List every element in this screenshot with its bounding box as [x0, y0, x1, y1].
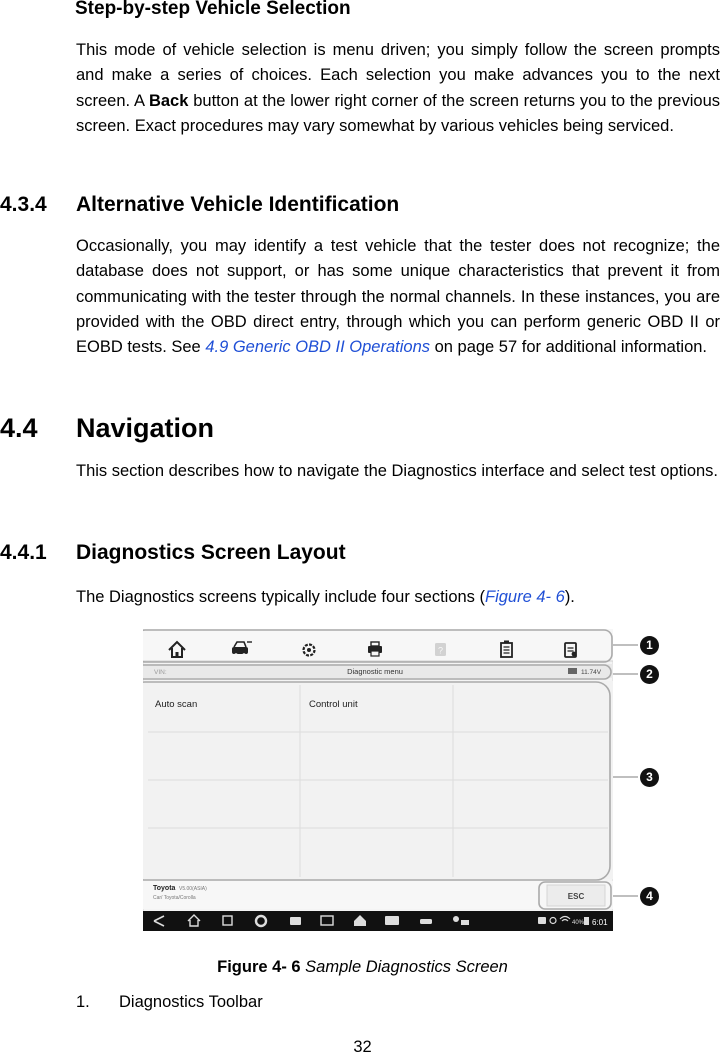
list-item-text: Diagnostics Toolbar [119, 993, 263, 1011]
software-version: V5.00(ASIA) [179, 886, 207, 892]
help-icon[interactable] [435, 643, 446, 656]
figure-caption-text: Sample Diagnostics Screen [305, 958, 508, 976]
svg-text:?: ? [437, 645, 444, 656]
diagnostics-screen-figure [143, 629, 613, 931]
battery-voltage-icon [568, 668, 577, 674]
figure-caption [0, 958, 725, 977]
menu-title: Diagnostic menu [347, 667, 403, 676]
section-number: 4.4.1 [0, 541, 47, 564]
callout-2: 2 [640, 665, 659, 684]
remote-icon[interactable] [453, 916, 459, 922]
list-item [76, 993, 263, 1012]
back-keyword: Back [148, 91, 189, 110]
section-title: Alternative Vehicle Identification [76, 193, 400, 216]
battery-percent: 40% [572, 920, 585, 926]
callout-3: 3 [640, 768, 659, 787]
section-heading-4-3-4 [0, 193, 725, 221]
layout-paragraph: The Diagnostics screens typically include four sections (Figure 4- 6). [76, 588, 575, 606]
vehicle-icon[interactable] [420, 919, 432, 924]
section-heading-4-4 [0, 413, 725, 447]
step-heading: Step-by-step Vehicle Selection [75, 0, 351, 19]
function-buttons-bar [143, 881, 613, 909]
section-number: 4.3.4 [0, 193, 47, 216]
section-title: Diagnostics Screen Layout [76, 541, 346, 564]
camera-icon[interactable] [290, 917, 301, 925]
vehicle-path: Car/ Toyota/Corolla [153, 895, 196, 901]
vin-label: VIN: [154, 669, 167, 676]
callout-leaders [613, 629, 643, 931]
figure-caption-label: Figure 4- 6 [217, 958, 301, 976]
notification-icon [538, 917, 546, 924]
section-heading-4-4-1 [0, 541, 725, 569]
nav-paragraph: This section describes how to navigate the Diagnostics interface and select test options. [76, 462, 719, 480]
page-number: 32 [353, 1038, 372, 1056]
step-paragraph: This mode of vehicle selection is menu driven; you simply follow the screen prompts and make a series of choices. Each selection you make advances you to the next screen. A Back button at the lower right corner of the screen returns you to the previous screen. Exact procedures may vary somewhat by various vehicles being serviced. [76, 41, 720, 135]
vehicle-make: Toyota [153, 885, 176, 892]
diagnostics-screenshot [143, 629, 653, 931]
esc-button-label: ESC [567, 892, 585, 901]
menu-cell-auto-scan[interactable]: Auto scan [155, 699, 198, 710]
generic-obd-link[interactable]: 4.9 Generic OBD II Operations [205, 338, 430, 357]
alt-paragraph: Occasionally, you may identify a test vehicle that the tester does not recognize; the database does not support, or has some unique characteristics that prevent it from communicating with the tester through the normal channels. In these instances, you are provided with the OBD direct entry, through which you can perform generic OBD II or EOBD tests. See 4.9 Generic OBD II Operations on page 57 for additional information. [76, 237, 720, 357]
vci-icon[interactable] [385, 916, 399, 925]
figure-link[interactable]: Figure 4- 6 [485, 588, 565, 606]
list-item-number: 1. [76, 993, 90, 1011]
battery-icon [584, 917, 589, 925]
status-clock: 6:01 [592, 918, 608, 927]
section-title: Navigation [76, 413, 215, 443]
section-number: 4.4 [0, 413, 38, 443]
callout-1: 1 [640, 636, 659, 655]
menu-cell-control-unit[interactable]: Control unit [309, 699, 358, 710]
callout-4: 4 [640, 887, 659, 906]
voltage-readout: 11.74V [581, 669, 602, 676]
